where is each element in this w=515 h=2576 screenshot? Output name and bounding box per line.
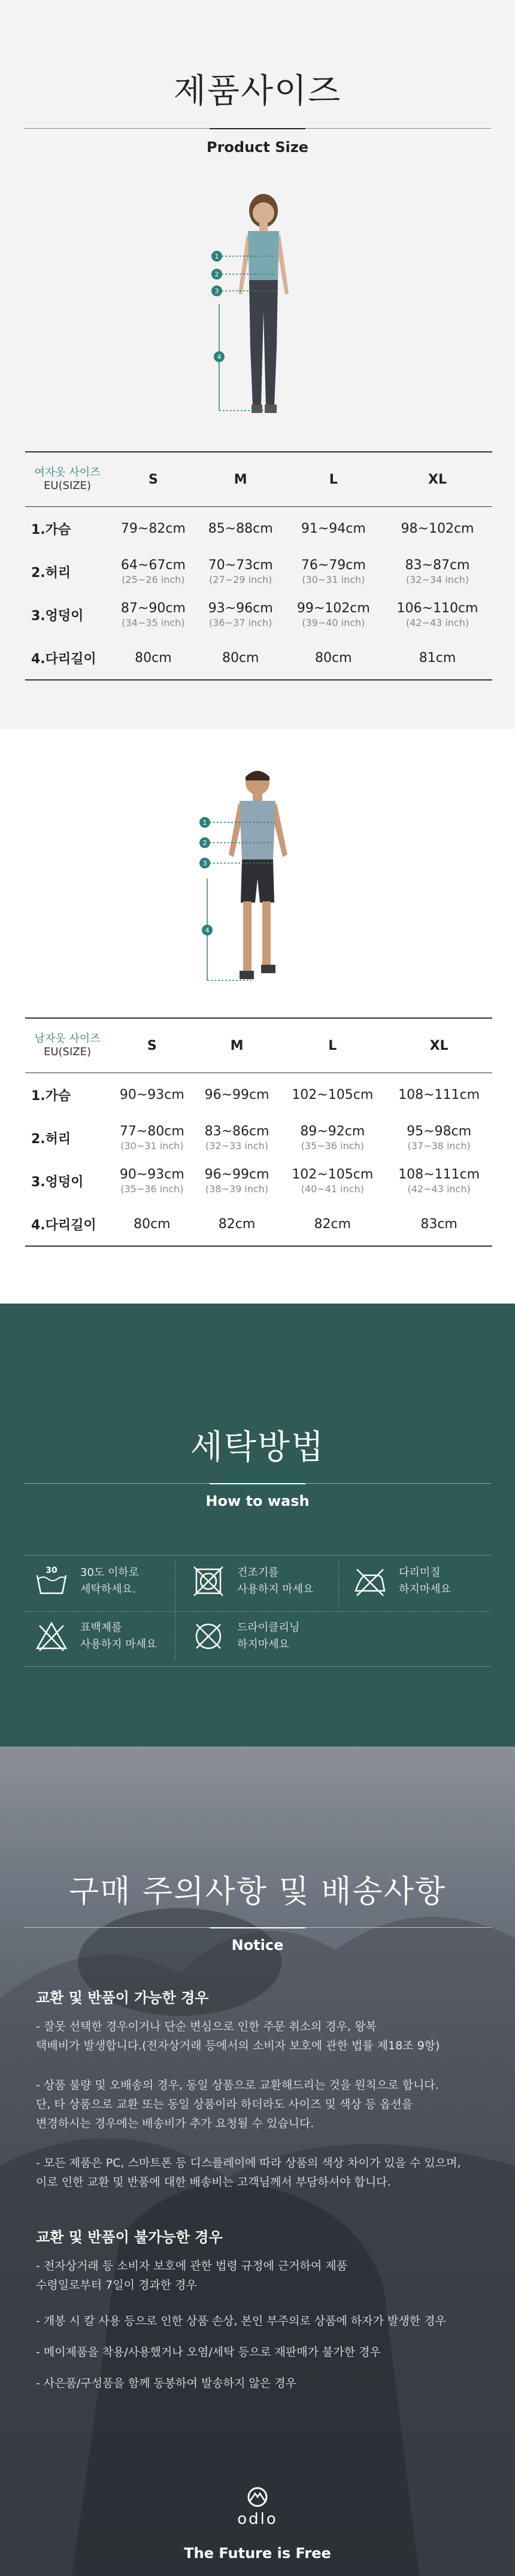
size-l-header: L: [279, 1018, 386, 1073]
table-cell: [383, 507, 492, 551]
row-label: 4.다리길이: [25, 636, 110, 680]
cell-value: 99~102cm: [296, 601, 370, 616]
size-m-header: M: [197, 452, 284, 507]
table-header-label: [25, 1018, 110, 1073]
cell-value: 70~73cm: [208, 558, 273, 573]
table-row: [25, 1202, 492, 1246]
wash-grid-top: [24, 1555, 491, 1556]
row-label: 1.가슴: [31, 1088, 71, 1104]
cell-value: 95~98cm: [407, 1124, 472, 1139]
table-cell: [383, 636, 492, 680]
cell-value: 81cm: [419, 650, 456, 666]
svg-text:1: 1: [214, 253, 219, 260]
size-s-header: S: [110, 452, 197, 507]
wash-item-text: 30도 이하로 세탁하세요.: [80, 1566, 140, 1596]
table-cell: [279, 1202, 386, 1246]
men-size-table: [25, 1017, 492, 1247]
cell-value: 80cm: [135, 650, 172, 666]
men-size-section: [0, 729, 515, 1304]
table-row: [25, 593, 492, 636]
row-label: 4.다리길이: [25, 1202, 110, 1246]
wash-item-30: [34, 1565, 189, 1598]
notice-item: - 모든 제품은 PC, 스마트폰 등 디스플레이에 따라 상품의 색상 차이가 있을 수 있으며, 이로 인한 교환 및 반품에 대한 배송비는 고객님께서 부담하셔야 합니다.: [36, 2156, 461, 2189]
notice-item: - 사은품/구성품을 함께 동봉하여 발송하지 않은 경우: [36, 2377, 296, 2390]
table-cell: [386, 1159, 492, 1202]
wash-grid-bottom: [24, 1666, 491, 1667]
table-cell: [383, 593, 492, 636]
table-cell: [197, 593, 284, 636]
wash-item-text: 건조기를 사용하지 마세요: [237, 1566, 314, 1596]
women-model-figure: [204, 192, 323, 433]
cell-value: 96~99cm: [204, 1087, 269, 1102]
cell-inch: (37~38 inch): [407, 1140, 471, 1152]
cell-inch: (27~29 inch): [209, 574, 272, 585]
table-row: [25, 1159, 492, 1202]
wash-item-no-bleach: [34, 1620, 189, 1653]
cell-value: 108~111cm: [398, 1167, 480, 1182]
notice-heading-possible: 교환 및 반품이 가능한 경우: [36, 1989, 209, 2006]
table-cell: [197, 636, 284, 680]
table-cell: [110, 507, 197, 551]
eu-size-label: EU(SIZE): [43, 1046, 92, 1058]
cell-value: 83~86cm: [204, 1124, 269, 1139]
women-size-section: [0, 0, 515, 729]
table-cell: [386, 1073, 492, 1117]
table-row: [25, 636, 492, 680]
wash-item-text: 표백제를 사용하지 마세요: [80, 1621, 157, 1651]
brand-tagline: The Future is Free: [184, 2545, 331, 2562]
cell-value: 80cm: [222, 650, 259, 666]
cell-value: 102~105cm: [292, 1167, 374, 1182]
row-label: 2.허리: [31, 565, 71, 581]
svg-text:4: 4: [217, 353, 222, 361]
row-label: 3.엉덩이: [31, 608, 84, 624]
cell-value: 77~80cm: [119, 1124, 184, 1139]
notice-item: - 전자상거래 등 소비자 보호에 관한 법령 규정에 근거하여 제품 수령일로부터 7일이 경과한 경우: [36, 2259, 348, 2292]
cell-value: 83cm: [420, 1216, 458, 1232]
cell-inch: (42~43 inch): [405, 617, 469, 628]
cell-value: 64~67cm: [120, 558, 186, 573]
cell-value: 89~92cm: [300, 1124, 365, 1139]
wash-item-no-iron: [352, 1565, 508, 1598]
cell-inch: (39~40 inch): [302, 617, 365, 628]
cell-value: 79~82cm: [120, 521, 186, 536]
table-row: [25, 1073, 492, 1117]
cell-inch: (42~43 inch): [407, 1183, 471, 1195]
table-row: [25, 1116, 492, 1159]
table-cell: [195, 1073, 280, 1117]
wash-grid-mid: [24, 1611, 491, 1612]
table-cell: [195, 1116, 280, 1159]
svg-text:2: 2: [214, 271, 219, 278]
no-tumble-dry-icon: [190, 1565, 226, 1598]
notice-item: - 잘못 선택한 경우이거나 단순 변심으로 인한 주문 취소의 경우, 왕복 택배비가 발생합니다.(전자상거래 등에서의 소비자 보호에 관한 법률 제18조 9항): [36, 2020, 440, 2052]
svg-text:2: 2: [202, 839, 207, 847]
table-header-label: [25, 452, 110, 507]
svg-text:30: 30: [46, 1566, 57, 1575]
cell-inch: (35~36 inch): [301, 1140, 364, 1152]
table-cell: [386, 1116, 492, 1159]
cell-inch: (25~26 inch): [122, 574, 185, 585]
table-cell: [284, 507, 383, 551]
cell-value: 90~93cm: [119, 1167, 184, 1182]
wash-item-text: 다리미질 하지마세요: [399, 1566, 451, 1596]
cell-value: 106~110cm: [396, 601, 478, 616]
cell-value: 85~88cm: [208, 521, 273, 536]
svg-text:4: 4: [205, 926, 210, 934]
wash-30-icon: [34, 1565, 69, 1598]
size-xl-header: XL: [383, 452, 492, 507]
wash-divider-accent: [210, 1483, 305, 1484]
row-label: 3.엉덩이: [31, 1174, 84, 1190]
notice-heading-impossible: 교환 및 반품이 불가능한 경우: [36, 2229, 223, 2246]
cell-value: 80cm: [134, 1216, 171, 1232]
table-cell: [284, 550, 383, 593]
svg-text:1: 1: [202, 819, 207, 827]
cell-inch: (40~41 inch): [301, 1183, 364, 1195]
cell-value: 83~87cm: [405, 558, 470, 573]
men-size-label: 남자옷 사이즈: [34, 1032, 101, 1045]
table-cell: [386, 1202, 492, 1246]
notice-divider-accent: [210, 1927, 305, 1928]
cell-value: 82cm: [218, 1216, 256, 1232]
wash-title: 세탁방법: [190, 1428, 325, 1467]
size-m-header: M: [195, 1018, 280, 1073]
row-label: 2.허리: [31, 1131, 71, 1147]
cell-inch: (38~39 inch): [205, 1183, 269, 1195]
wash-item-text: 드라이클리닝 하지마세요: [237, 1621, 300, 1651]
men-model-figure: [192, 765, 323, 1007]
cell-inch: (36~37 inch): [209, 617, 272, 628]
size-l-header: L: [284, 452, 383, 507]
cell-value: 98~102cm: [401, 521, 474, 536]
cell-inch: (32~34 inch): [405, 574, 469, 585]
odlo-mark-icon: [234, 2485, 281, 2509]
table-cell: [110, 1116, 195, 1159]
table-cell: [197, 550, 284, 593]
cell-value: 87~90cm: [120, 601, 186, 616]
size-title: 제품사이즈: [173, 72, 342, 111]
table-row: [25, 507, 492, 551]
notice-subtitle: Notice: [231, 1937, 284, 1954]
table-cell: [197, 507, 284, 551]
notice-section: [0, 1746, 515, 2576]
cell-value: 102~105cm: [292, 1087, 374, 1102]
wash-item-no-tumble-dry: [190, 1565, 346, 1598]
svg-text:3: 3: [214, 287, 219, 295]
table-cell: [110, 1159, 195, 1202]
cell-value: 90~93cm: [119, 1087, 184, 1102]
cell-inch: (35~36 inch): [120, 1183, 184, 1195]
table-cell: [279, 1159, 386, 1202]
title-divider-accent: [210, 128, 305, 129]
women-size-label: 여자옷 사이즈: [34, 466, 101, 479]
notice-item: - 개봉 시 칼 사용 등으로 인한 상품 손상, 본인 부주의로 상품에 하자가 발생한 경우: [36, 2314, 446, 2328]
cell-inch: (30~31 inch): [120, 1140, 184, 1152]
notice-title: 구매 주의사항 및 배송사항: [68, 1874, 447, 1910]
brand-name: odlo: [237, 2510, 278, 2528]
table-cell: [284, 636, 383, 680]
cell-value: 80cm: [315, 650, 352, 666]
table-cell: [195, 1159, 280, 1202]
table-row: [25, 550, 492, 593]
table-cell: [383, 550, 492, 593]
table-cell: [279, 1116, 386, 1159]
table-cell: [110, 550, 197, 593]
row-label: 1.가슴: [31, 522, 71, 537]
size-xl-header: XL: [386, 1018, 492, 1073]
no-bleach-icon: [34, 1620, 69, 1653]
table-cell: [279, 1073, 386, 1117]
wash-subtitle: How to wash: [205, 1493, 310, 1509]
table-cell: [110, 1073, 195, 1117]
cell-value: 96~99cm: [204, 1167, 269, 1182]
cell-inch: (34~35 inch): [122, 617, 185, 628]
no-dry-clean-icon: [190, 1620, 226, 1653]
table-cell: [110, 1202, 195, 1246]
cell-value: 82cm: [314, 1216, 352, 1232]
notice-item: - 상품 불량 및 오배송의 경우, 동일 상품으로 교환해드리는 것을 원칙으로 합니다. 단, 타 상품으로 교환 또는 동일 상품이라 하더라도 사이즈 및 색상 등 옵션을 변경하시는 경우에는 배송비가 추가 요청될 수 있습니다.: [36, 2079, 439, 2130]
svg-text:3: 3: [202, 859, 207, 867]
notice-item: - 메이제품을 착용/사용했거나 오염/세탁 등으로 재판매가 불가한 경우: [36, 2346, 381, 2359]
no-iron-icon: [352, 1565, 388, 1598]
size-s-header: S: [110, 1018, 195, 1073]
table-cell: [284, 593, 383, 636]
cell-value: 108~111cm: [398, 1087, 480, 1102]
cell-value: 76~79cm: [301, 558, 366, 573]
table-cell: [110, 593, 197, 636]
brand-logo: [0, 2485, 515, 2528]
cell-inch: (32~33 inch): [205, 1140, 269, 1152]
women-size-table: [25, 451, 492, 681]
table-cell: [195, 1202, 280, 1246]
wash-item-no-dry-clean: [190, 1620, 346, 1653]
cell-value: 91~94cm: [301, 521, 366, 536]
eu-size-label: EU(SIZE): [43, 479, 92, 492]
cell-inch: (30~31 inch): [302, 574, 365, 585]
size-subtitle: Product Size: [207, 139, 308, 156]
wash-section: [0, 1304, 515, 1746]
table-cell: [110, 636, 197, 680]
cell-value: 93~96cm: [208, 601, 273, 616]
